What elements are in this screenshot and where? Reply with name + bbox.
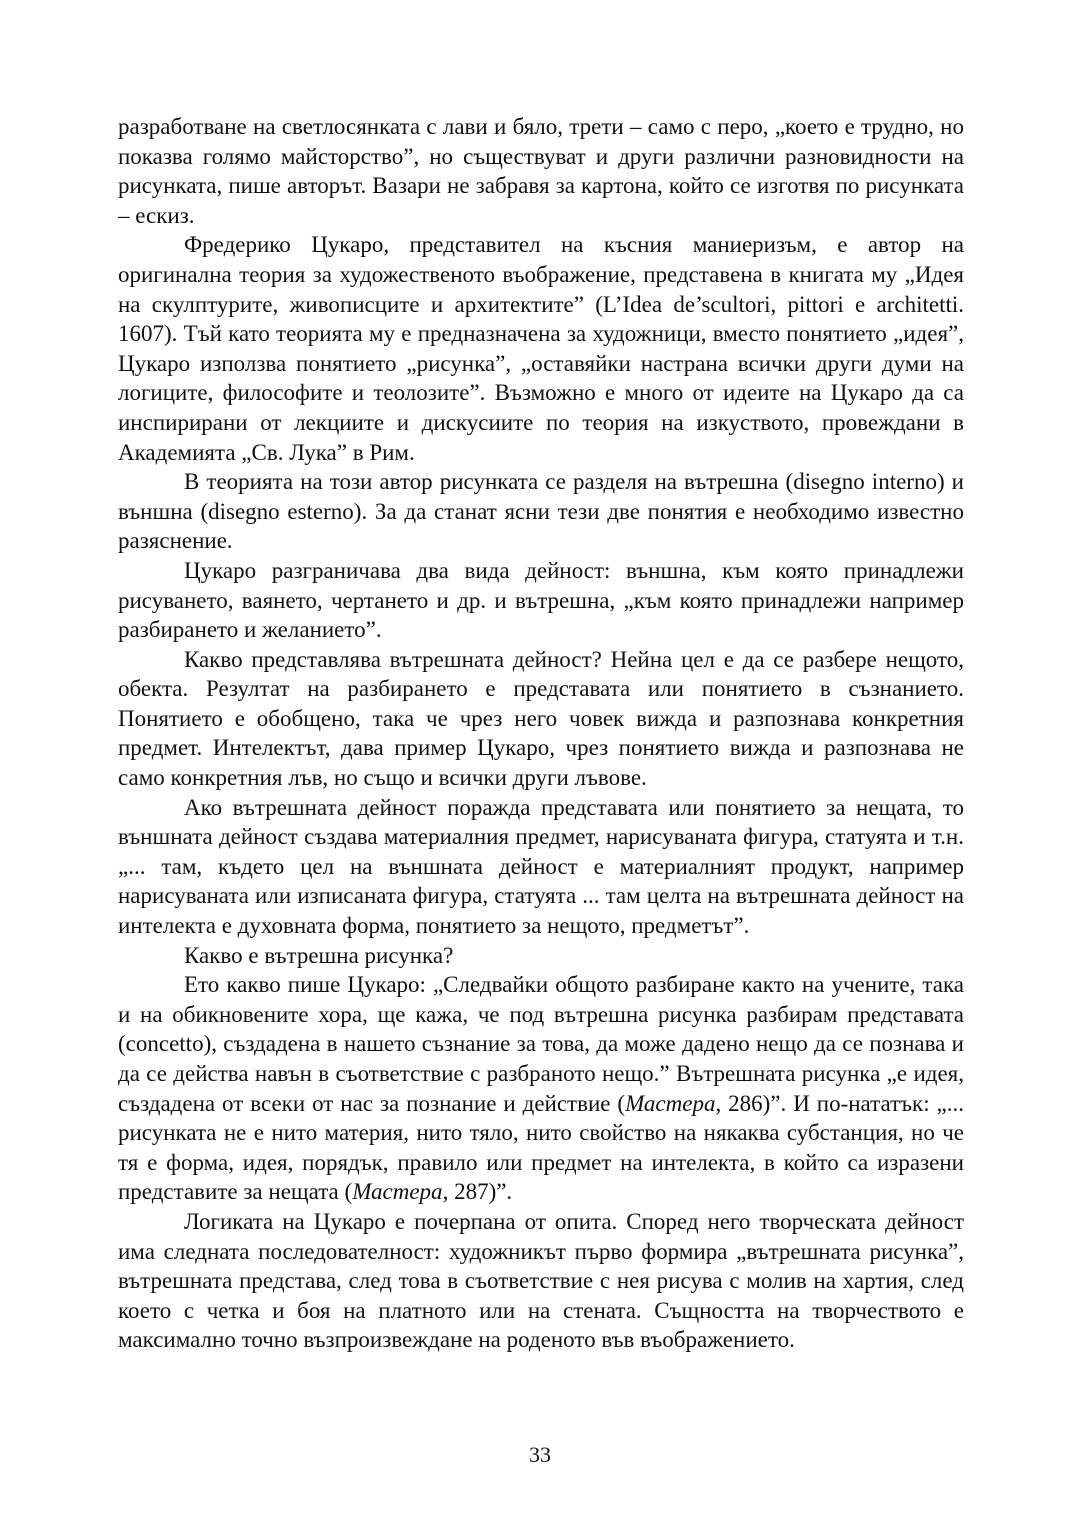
paragraph-2: Фредерико Цукаро, представител на късния маниеризъм, е автор на оригинална теория за художественото въображение, представена в книгата му „Идея на скулптурите, живописците и архитектите” (L’Idea de’scultori, pittori e architetti. 1607). Тъй като теорията му е предназначена за художници, вместо понятието „идея”, Цукаро използва понятието „рисунка”, „оставяйки настрана всички други думи на логиците, философите и теолозите”. Възможно е много от идеите на Цукаро да са инспирирани от лекциите и дискусиите по теория на изкуството, провеждани в Академията „Св. Лука” в Рим. bbox=[118, 232, 964, 465]
paragraph-6: Ако вътрешната дейност поражда представата или понятието за нещата, то външната дейност създава материалния предмет, нарисуваната фигура, статуята и т.н. „... там, където цел на външната дейност е материалният продукт, например нарисуваната или изписаната фигура, статуята ... там целта на вътрешната дейност на интелекта е духовната форма, понятието за нещото, предметът”. bbox=[118, 794, 964, 939]
citation-mastera-1: Мастера bbox=[625, 1090, 716, 1116]
citation-mastera-2: Мастера bbox=[352, 1179, 443, 1205]
paragraph-3: В теорията на този автор рисунката се разделя на вътрешна (disegno interno) и външна (disegno esterno). За да станат ясни тези две понятия е необходимо известно разяснение. bbox=[118, 469, 964, 554]
page-body bbox=[118, 112, 964, 1412]
paragraph-8 bbox=[118, 970, 964, 1207]
paragraph-4: Цукаро разграничава два вида дейност: външна, към която принадлежи рисуването, ваянето, чертането и др. и вътрешна, „към която принадлежи например разбирането и желанието”. bbox=[118, 557, 964, 643]
page-number: 33 bbox=[529, 1442, 551, 1467]
paragraph-9: Логиката на Цукаро е почерпана от опита. Според него творческата дейност има следната последователност: художникът първо формира „вътрешната рисунка”, вътрешната представа, след това в съответствие с нея рисува с молив на хартия, след което с четка и боя на платното или на стената. Същността на творчеството е максимално точно възпроизвеждане на роденото във въображението. bbox=[118, 1208, 964, 1353]
paragraph-8-part-c: , 287)”. bbox=[442, 1179, 513, 1205]
paragraph-8-part-b: , 286)”. И по-нататък: „... рисунката не е нито материя, нито тяло, нито свойство на някаква субстанция, но че тя е форма, идея, порядък, правило или предмет на интелекта, в който са изразени представите за нещата ( bbox=[118, 1090, 965, 1205]
paragraph-7: Какво е вътрешна рисунка? bbox=[184, 942, 454, 968]
paragraph-5: Какво представлява вътрешната дейност? Нейна цел е да се разбере нещото, обекта. Резултат на разбирането е представата или понятието в съзнанието. Понятието е обобщено, така че чрез него човек вижда и разпознава конкретния предмет. Интелектът, дава пример Цукаро, чрез понятието вижда и разпознава не само конкретния лъв, но също и всички други лъвове. bbox=[118, 646, 964, 791]
paragraph-8-part-a: Ето какво пише Цукаро: „Следвайки общото разбиране както на учените, така и на обикновените хора, ще кажа, че под вътрешна рисунка разбирам представата (concetto), създадена в нашето съзнание за това, да може дадено нещо да се познава и да се действа навън в съответствие с разбраното нещо.” Вътрешната рисунка „е идея, създадена от всеки от нас за познание и действие ( bbox=[118, 972, 964, 1116]
paragraph-1: разработване на светлосянката с лави и бяло, трети – само с перо, „което е трудно, но показва голямо майсторство”, но съществуват и други различни разновидности на рисунката, пише авторът. Вазари не забравя за картона, който се изготвя по рисунката – ескиз. bbox=[118, 114, 964, 228]
